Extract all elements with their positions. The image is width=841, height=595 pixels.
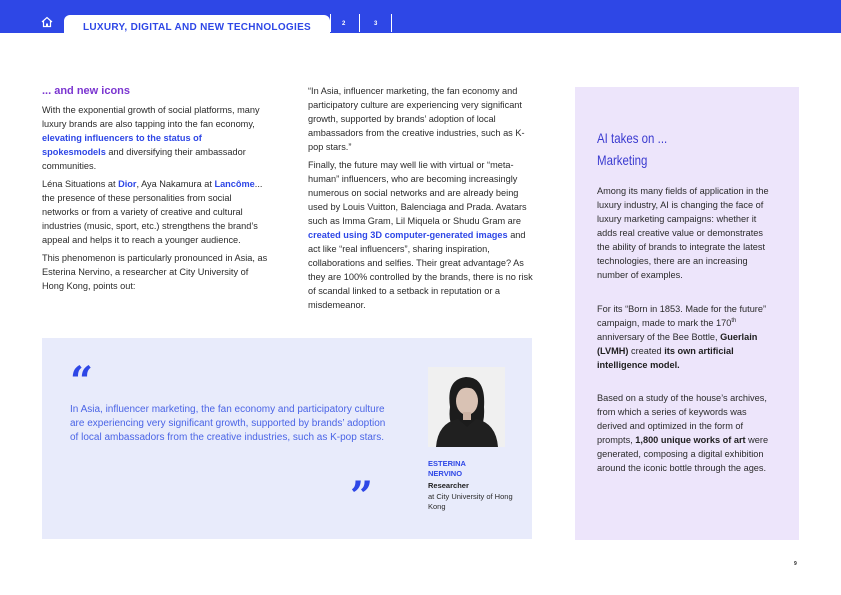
brand-lancome: Lancôme — [214, 179, 255, 189]
paragraph-virtual-influencers — [308, 158, 538, 312]
brand-guerlain: Guerlain (LVMH) — [597, 332, 758, 356]
tab-divider — [391, 14, 392, 32]
person-role: Researcher — [428, 481, 469, 490]
portrait-photo — [428, 367, 505, 447]
side-title-line2: Marketing — [597, 152, 648, 168]
paragraph-asia-intro: This phenomenon is particularly pronounced in Asia, as Esterina Nervino, a researcher at City University of Hong Kong, points out: — [42, 253, 268, 291]
portrait-image — [428, 367, 505, 447]
section-heading: ... and new icons — [42, 85, 131, 97]
tab-divider — [330, 14, 331, 32]
home-icon[interactable] — [40, 15, 54, 29]
top-navigation-bar — [0, 0, 841, 33]
column-left — [42, 84, 268, 297]
text-run: Finally, the future may well lie with virtual or “meta-human” influencers, who are becoming increasingly numerous on social networks and are already being used by Louis Vuitton, Balenciaga and Prada. Avatars such as Imma Gram, Lil Miquela or Shudu Gram are — [308, 160, 527, 226]
superscript: th — [731, 317, 737, 324]
tab-3[interactable]: 3 — [374, 21, 378, 27]
side-panel-title — [597, 127, 667, 171]
person-organization: at City University of Hong Kong — [428, 492, 513, 511]
paragraph-ambassadors — [42, 177, 268, 247]
text-run: ... the presence of these personalities from social networks or from a variety of creative and cultural industries (music, sport, etc.) strengthens the brand’s appeal and helps it to reach a younger audience. — [42, 179, 263, 245]
tab-divider — [359, 14, 360, 32]
highlight-spokesmodels: elevating influencers to the status of spokesmodels — [42, 133, 202, 157]
tab-2[interactable]: 2 — [342, 21, 346, 27]
highlight-artworks: 1,800 unique works of art — [635, 435, 746, 445]
text-run: anniversary of the Bee Bottle, — [597, 332, 721, 342]
person-name — [428, 459, 466, 479]
pull-quote-text: In Asia, influencer marketing, the fan economy and participatory culture are experiencing very significant growth, supported by brands’ adoption of local ambassadors from the creative industries, such as K-pop stars. — [70, 404, 386, 443]
page-number: 9 — [794, 561, 797, 567]
side-title-line1: AI takes on ... — [597, 130, 668, 146]
highlight-3d-images: created using 3D computer-generated images — [308, 230, 508, 240]
open-quote-icon: “ — [70, 358, 94, 405]
text-run: With the exponential growth of social platforms, many luxury brands are also tapping into the fan economy, — [42, 105, 260, 129]
text-run: Léna Situations at — [42, 179, 119, 189]
side-paragraph-artworks — [597, 391, 777, 475]
brand-dior: Dior — [118, 179, 137, 189]
close-quote-icon: ” — [350, 473, 374, 520]
text-run: , Aya Nakamura at — [136, 179, 215, 189]
text-run: and diversifying their ambassador communities. — [42, 147, 246, 171]
paragraph-fan-economy — [42, 103, 268, 173]
person-first-name: ESTERINA — [428, 459, 466, 468]
tab-luxury-digital-new-technologies[interactable] — [64, 15, 330, 39]
paragraph-quote-inline: “In Asia, influencer marketing, the fan economy and participatory culture are experiencing very significant growth, supported by brands’ adoption of local ambassadors from the creative industries, such as K-pop stars.” — [308, 86, 525, 152]
side-paragraph-intro: Among its many fields of application in the luxury industry, AI is changing the face of luxury marketing campaigns: whether it adds real creative value or demonstrates the ability of brands to integrate the latest technologies, there are an increasing number of examples. — [597, 186, 769, 280]
text-run: Based on a study of the house’s archives, from which a series of keywords was derived and optimized in the form of prompts, — [597, 393, 767, 445]
text-run: and act like “real influencers”, sharing inspiration, collaborations and selfies. Their great advantage? As they are 100% controlled by the brands, there is no risk of scandal linked to a setback in reputation or a misdemeanor. — [308, 230, 533, 310]
tab-title: LUXURY, DIGITAL AND NEW TECHNOLOGIES — [82, 21, 312, 33]
person-last-name: NERVINO — [428, 469, 463, 478]
side-paragraph-guerlain — [597, 302, 777, 372]
highlight-ai-model: its own artificial intelligence model. — [597, 346, 734, 370]
text-run: created — [628, 346, 665, 356]
text-run: were generated, composing a digital exhibition around the iconic bottle through the ages. — [597, 435, 769, 473]
column-middle — [308, 84, 538, 316]
text-run: For its “Born in 1853. Made for the future” campaign, made to mark the 170 — [597, 304, 767, 328]
